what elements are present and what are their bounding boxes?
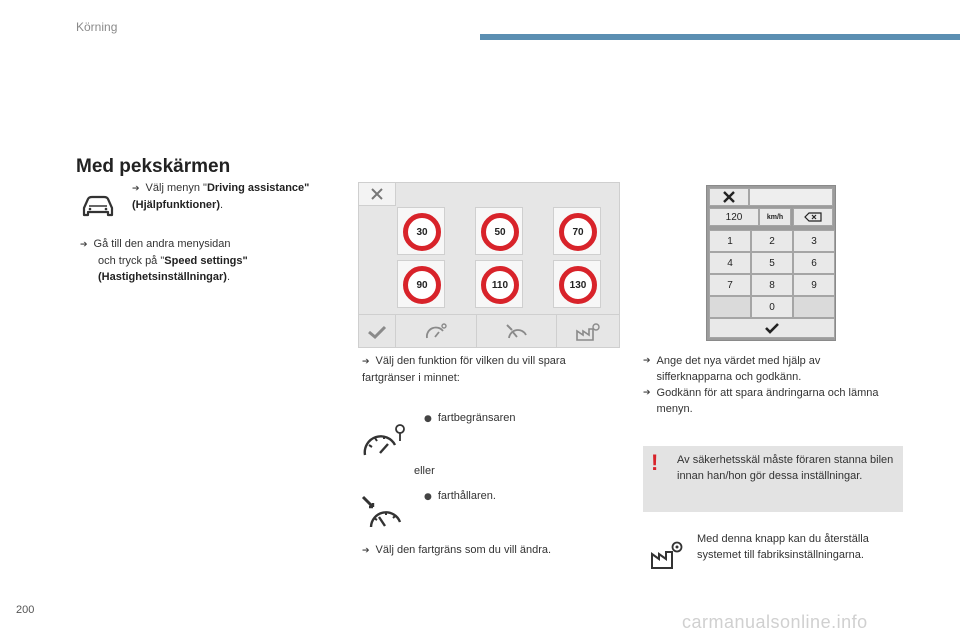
speed-value-display: 120 xyxy=(709,208,759,226)
key-2[interactable]: 2 xyxy=(751,230,793,252)
cruise-control-button[interactable] xyxy=(477,315,557,348)
reset-description: Med denna knapp kan du återställa systemet till fabriksinställningarna. xyxy=(697,533,869,561)
option-speed-limiter: ● fartbegränsaren xyxy=(424,412,516,424)
car-icon xyxy=(80,190,116,225)
factory-reset-icon xyxy=(650,540,684,575)
or-label: eller xyxy=(414,465,435,477)
key-1[interactable]: 1 xyxy=(709,230,751,252)
speed-limiter-icon xyxy=(360,423,406,464)
watermark: carmanualsonline.info xyxy=(682,612,868,632)
close-button[interactable] xyxy=(709,188,749,206)
speed-limit-screen xyxy=(358,182,620,348)
dot-bullet-icon: ● xyxy=(424,414,432,424)
key-9[interactable]: 9 xyxy=(793,274,835,296)
speed-sign-110[interactable]: 110 xyxy=(475,260,523,308)
step-driving-assistance: ➔ Välj menyn "Driving assistance" (Hjälpfunktioner). xyxy=(132,182,310,211)
header-bar xyxy=(480,34,960,40)
dot-bullet-icon: ● xyxy=(424,492,432,502)
backspace-icon xyxy=(804,212,822,222)
key-blank-left xyxy=(709,296,751,318)
checkmark-icon xyxy=(764,322,780,334)
checkmark-icon xyxy=(367,324,387,340)
arrow-bullet-icon: ➔ xyxy=(362,546,370,556)
keypad-screen xyxy=(706,185,836,341)
page-heading: Med pekskärmen xyxy=(76,156,231,177)
keypad-header xyxy=(749,188,833,206)
step-speed-settings: ➔ Gå till den andra menysidan och tryck på "Speed settings" (Hastighetsinställningar). xyxy=(80,238,248,283)
unit-label: km/h xyxy=(759,208,791,226)
speed-sign-30[interactable]: 30 xyxy=(397,207,445,255)
key-4[interactable]: 4 xyxy=(709,252,751,274)
arrow-bullet-icon: ➔ xyxy=(80,240,88,250)
step-select-limit: ➔ Välj den fartgräns som du vill ändra. xyxy=(362,544,552,556)
step-select-function: ➔ Välj den funktion för vilken du vill spara fartgränser i minnet: xyxy=(362,355,566,384)
key-8[interactable]: 8 xyxy=(751,274,793,296)
arrow-bullet-icon: ➔ xyxy=(362,357,370,367)
arrow-bullet-icon: ➔ xyxy=(643,356,651,366)
key-0[interactable]: 0 xyxy=(751,296,793,318)
backspace-button[interactable] xyxy=(793,208,833,226)
arrow-bullet-icon: ➔ xyxy=(132,184,140,194)
warning-icon: ! xyxy=(651,450,659,475)
cruise-control-icon xyxy=(505,323,529,341)
key-7[interactable]: 7 xyxy=(709,274,751,296)
key-6[interactable]: 6 xyxy=(793,252,835,274)
key-3[interactable]: 3 xyxy=(793,230,835,252)
warning-text: Av säkerhetsskäl måste föraren stanna bilen innan han/hon gör dessa inställningar. xyxy=(677,454,894,482)
speed-limiter-icon xyxy=(424,323,448,341)
section-title: Körning xyxy=(76,20,118,34)
step-enter-value: ➔ Ange det nya värdet med hjälp av sifferknapparna och godkänn. ➔ Godkänn för att spara ändringarna och lämna menyn. xyxy=(643,355,879,415)
speed-limiter-button[interactable] xyxy=(396,315,477,348)
speed-sign-50[interactable]: 50 xyxy=(475,207,523,255)
key-5[interactable]: 5 xyxy=(751,252,793,274)
confirm-button[interactable] xyxy=(359,315,396,348)
arrow-bullet-icon: ➔ xyxy=(643,388,651,398)
speed-sign-90[interactable]: 90 xyxy=(397,260,445,308)
close-icon xyxy=(359,183,395,205)
factory-reset-icon xyxy=(575,322,601,342)
speed-sign-130[interactable]: 130 xyxy=(553,260,601,308)
reset-button[interactable] xyxy=(557,315,619,348)
close-icon xyxy=(722,191,736,203)
key-blank-right xyxy=(793,296,835,318)
cruise-control-icon xyxy=(360,494,406,535)
close-button[interactable] xyxy=(359,183,396,206)
page-number: 200 xyxy=(16,604,35,616)
confirm-button[interactable] xyxy=(709,318,835,338)
speed-sign-70[interactable]: 70 xyxy=(553,207,601,255)
option-cruise-control: ● farthållaren. xyxy=(424,490,496,502)
screen1-toolbar xyxy=(359,314,619,348)
